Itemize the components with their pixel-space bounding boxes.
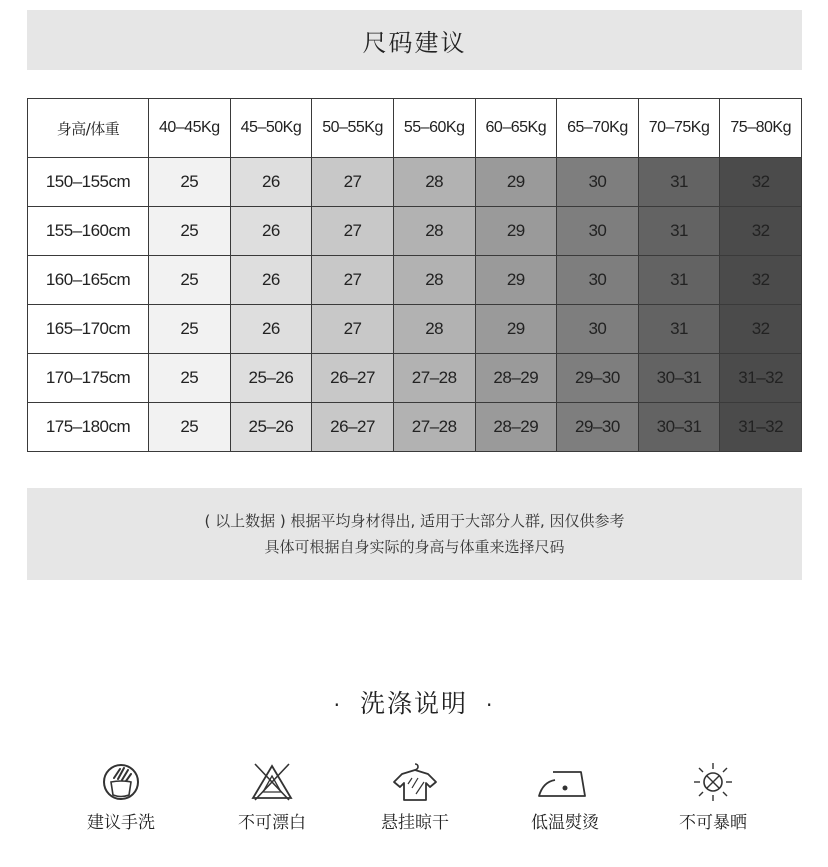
- care-label: 不可漂白: [238, 813, 306, 833]
- hang-dry-icon: [390, 760, 440, 804]
- no-sun-icon: [688, 760, 738, 804]
- size-cell: 29: [475, 158, 557, 207]
- size-cell: 31–32: [720, 354, 802, 403]
- size-row: [28, 354, 802, 403]
- size-note-line-1: ( 以上数据 ) 根据平均身材得出, 适用于大部分人群, 因仅供参考: [204, 512, 625, 530]
- size-cell: 26: [230, 207, 312, 256]
- size-cell: 32: [720, 305, 802, 354]
- size-cell: 30: [557, 207, 639, 256]
- size-cell: 32: [720, 158, 802, 207]
- size-cell: 29: [475, 256, 557, 305]
- hand-wash-icon: [96, 760, 146, 804]
- size-cell: 31: [638, 256, 720, 305]
- size-cell: 28–29: [475, 403, 557, 452]
- size-cell: 31–32: [720, 403, 802, 452]
- size-note-line-2: 具体可根据自身实际的身高与体重来选择尺码: [264, 538, 565, 556]
- size-row: [28, 158, 802, 207]
- wash-title-heading: [0, 684, 828, 720]
- size-title-banner: [27, 10, 802, 70]
- weight-column-header: 60–65Kg: [475, 99, 557, 158]
- size-cell: 27: [312, 256, 394, 305]
- size-cell: 26: [230, 256, 312, 305]
- size-row: [28, 403, 802, 452]
- care-item-no-bleach: [207, 760, 337, 833]
- size-cell: 29: [475, 305, 557, 354]
- size-cell: 26–27: [312, 403, 394, 452]
- size-cell: 25: [149, 158, 231, 207]
- size-cell: 29–30: [557, 403, 639, 452]
- size-cell: 27: [312, 305, 394, 354]
- size-cell: 28: [393, 158, 475, 207]
- size-title: 尺码建议: [362, 28, 467, 57]
- height-row-header: 155–160cm: [28, 207, 149, 256]
- size-cell: 29–30: [557, 354, 639, 403]
- no-bleach-icon: [247, 760, 297, 804]
- size-cell: 27–28: [393, 354, 475, 403]
- care-label: 低温熨烫: [531, 813, 599, 833]
- size-cell: 32: [720, 256, 802, 305]
- size-cell: 26–27: [312, 354, 394, 403]
- size-cell: 25–26: [230, 403, 312, 452]
- size-header-row: [28, 99, 802, 158]
- size-cell: 29: [475, 207, 557, 256]
- size-cell: 25: [149, 256, 231, 305]
- size-table-body: [28, 158, 802, 452]
- weight-column-header: 50–55Kg: [312, 99, 394, 158]
- low-iron-icon: [533, 760, 597, 804]
- size-cell: 28: [393, 256, 475, 305]
- size-cell: 30: [557, 158, 639, 207]
- size-cell: 31: [638, 305, 720, 354]
- size-note-banner: [27, 488, 802, 580]
- height-row-header: 160–165cm: [28, 256, 149, 305]
- height-row-header: 170–175cm: [28, 354, 149, 403]
- size-cell: 26: [230, 158, 312, 207]
- corner-header: 身高/体重: [28, 99, 149, 158]
- size-cell: 25: [149, 207, 231, 256]
- weight-column-header: 65–70Kg: [557, 99, 639, 158]
- title-dot-right: ·: [486, 693, 495, 717]
- size-cell: 30: [557, 256, 639, 305]
- size-row: [28, 256, 802, 305]
- size-cell: 31: [638, 207, 720, 256]
- size-cell: 30–31: [638, 354, 720, 403]
- height-row-header: 150–155cm: [28, 158, 149, 207]
- care-item-hand-wash: [56, 760, 186, 833]
- height-row-header: 165–170cm: [28, 305, 149, 354]
- weight-column-header: 55–60Kg: [393, 99, 475, 158]
- title-dot-left: ·: [333, 693, 342, 717]
- care-label: 不可暴晒: [679, 813, 747, 833]
- care-label: 悬挂晾干: [381, 813, 449, 833]
- size-cell: 27: [312, 207, 394, 256]
- size-row: [28, 207, 802, 256]
- size-cell: 28–29: [475, 354, 557, 403]
- size-cell: 25–26: [230, 354, 312, 403]
- size-cell: 28: [393, 305, 475, 354]
- size-cell: 26: [230, 305, 312, 354]
- care-item-no-sun: [648, 760, 778, 833]
- weight-column-header: 75–80Kg: [720, 99, 802, 158]
- size-cell: 30: [557, 305, 639, 354]
- size-cell: 25: [149, 403, 231, 452]
- weight-column-header: 70–75Kg: [638, 99, 720, 158]
- size-cell: 27–28: [393, 403, 475, 452]
- care-item-low-iron: [500, 760, 630, 833]
- weight-column-header: 45–50Kg: [230, 99, 312, 158]
- weight-column-header: 40–45Kg: [149, 99, 231, 158]
- size-cell: 25: [149, 354, 231, 403]
- size-cell: 27: [312, 158, 394, 207]
- size-cell: 28: [393, 207, 475, 256]
- size-cell: 32: [720, 207, 802, 256]
- size-cell: 25: [149, 305, 231, 354]
- care-item-hang-dry: [350, 760, 480, 833]
- height-row-header: 175–180cm: [28, 403, 149, 452]
- size-chart-table: [27, 98, 802, 452]
- size-cell: 30–31: [638, 403, 720, 452]
- size-cell: 31: [638, 158, 720, 207]
- size-row: [28, 305, 802, 354]
- wash-title: 洗涤说明: [359, 689, 468, 718]
- care-label: 建议手洗: [87, 813, 155, 833]
